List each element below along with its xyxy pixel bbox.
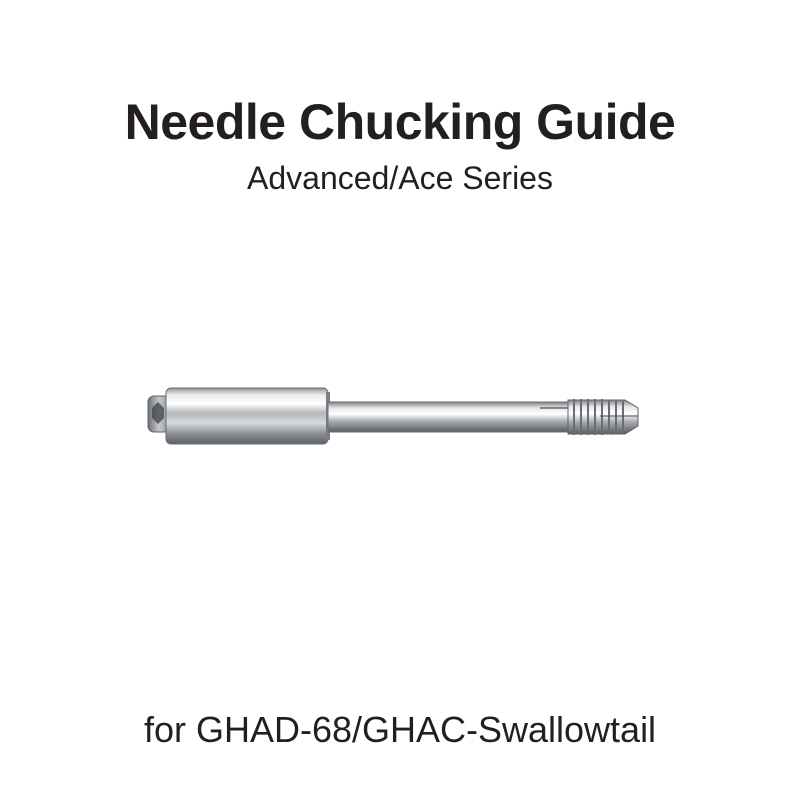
page-title: Needle Chucking Guide <box>124 94 676 150</box>
footer-model-text: for GHAD-68/GHAC-Swallowtail <box>143 709 657 750</box>
needle-chuck-icon <box>130 370 650 460</box>
page-subtitle: Advanced/Ace Series <box>247 160 553 196</box>
